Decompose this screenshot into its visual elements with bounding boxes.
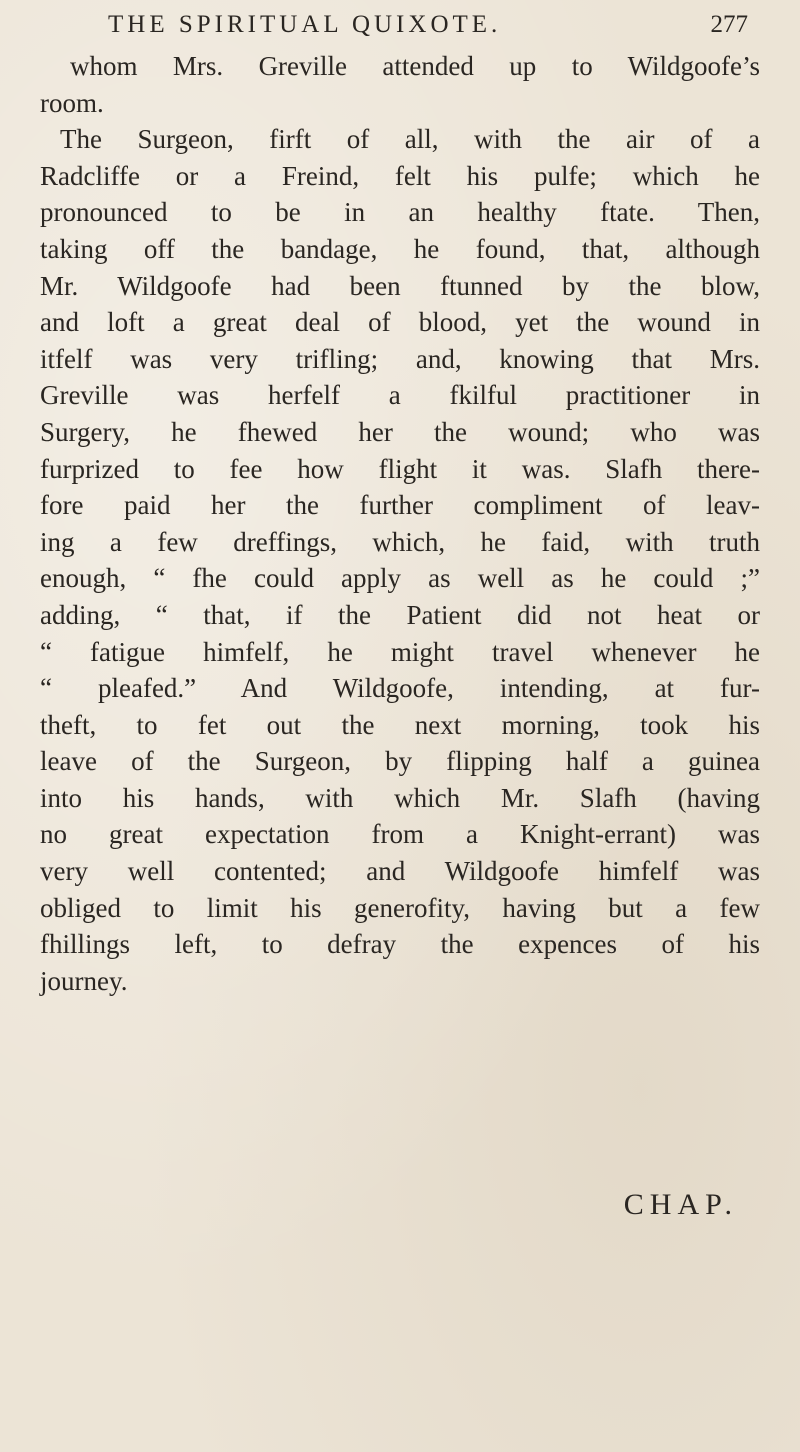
page-number: 277: [710, 11, 748, 38]
text-line: into his hands, with which Mr. Slafh (having: [40, 782, 760, 813]
text-line: journey.: [40, 965, 128, 996]
text-line: fore paid her the further compliment of leav-: [40, 490, 760, 521]
text-line: Mr. Wildgoofe had been ftunned by the blow,: [40, 270, 760, 301]
text-line: obliged to limit his generofity, having but a few: [40, 892, 760, 923]
text-line: fhillings left, to defray the expences of his: [40, 929, 760, 960]
text-line: itfelf was very trifling; and, knowing that Mrs.: [40, 343, 760, 374]
text-line: very well contented; and Wildgoofe himfelf was: [40, 856, 760, 887]
text-line: whom Mrs. Greville attended up to Wildgoofe’s: [70, 51, 760, 81]
running-head: [108, 8, 748, 42]
text-line: adding, “ that, if the Patient did not heat or: [40, 599, 760, 630]
text-line: room.: [40, 87, 104, 118]
text-line: no great expectation from a Knight-errant) was: [40, 819, 760, 850]
text-line: taking off the bandage, he found, that, although: [40, 233, 760, 264]
text-line: and loft a great deal of blood, yet the wound in: [40, 307, 760, 338]
text-line: Radcliffe or a Freind, felt his pulfe; which he: [40, 160, 760, 191]
text-line: ing a few dreffings, which, he faid, with truth: [40, 526, 760, 557]
text-line: theft, to fet out the next morning, took his: [40, 709, 760, 740]
running-title: THE SPIRITUAL QUIXOTE.: [108, 11, 502, 38]
text-line: “ pleafed.” And Wildgoofe, intending, at fur-: [40, 673, 760, 704]
text-line: pronounced to be in an healthy ftate. Then,: [40, 197, 760, 228]
text-line: Surgery, he fhewed her the wound; who was: [40, 416, 760, 447]
text-line: leave of the Surgeon, by flipping half a guinea: [40, 746, 760, 777]
text-line: enough, “ fhe could apply as well as he could ;”: [40, 563, 760, 594]
text-line: Greville was herfelf a fkilful practitioner in: [40, 380, 760, 411]
body-text: [40, 48, 760, 999]
text-line: The Surgeon, firft of all, with the air of a: [60, 124, 760, 155]
text-line: “ fatigue himfelf, he might travel whenever he: [40, 636, 760, 667]
catchword: CHAP.: [623, 1188, 738, 1221]
text-line: furprized to fee how flight it was. Slafh there-: [40, 453, 760, 484]
